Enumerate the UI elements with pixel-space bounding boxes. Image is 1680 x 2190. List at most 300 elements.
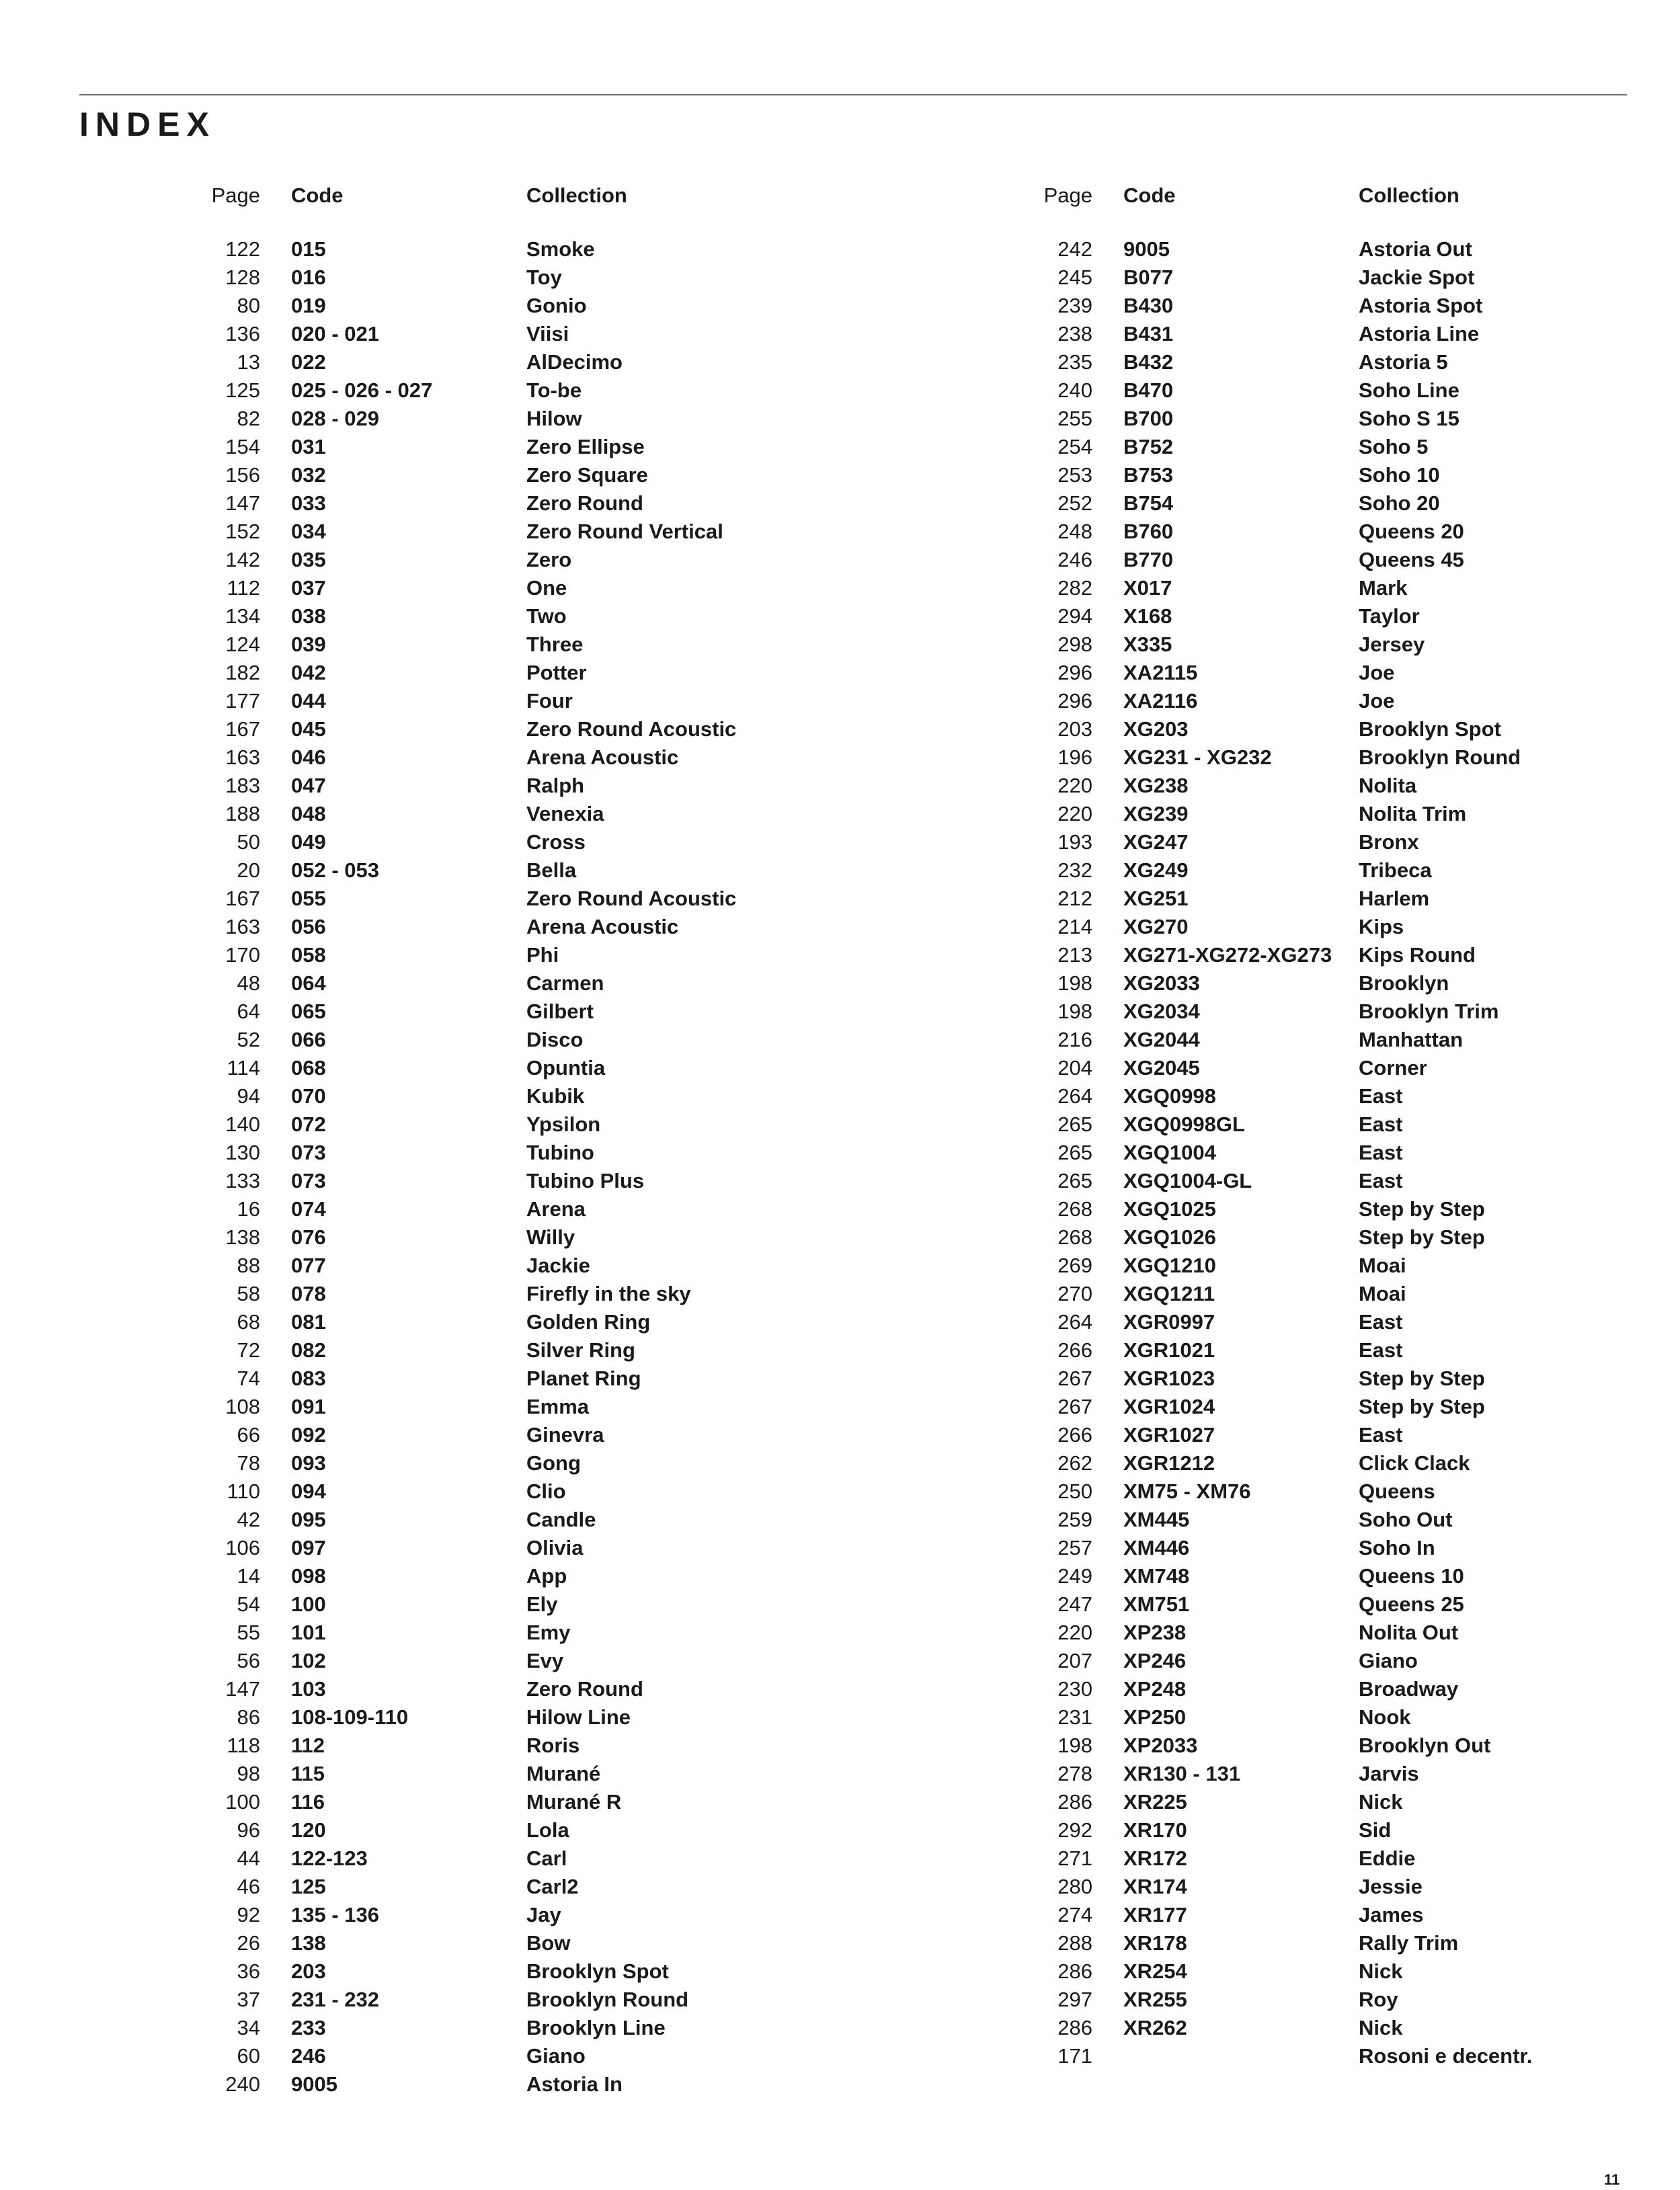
entry-collection: Gonio xyxy=(526,294,587,317)
entry-code: XM445 xyxy=(1123,1508,1190,1531)
table-row xyxy=(195,1308,800,1336)
entry-collection: Arena xyxy=(526,1197,586,1221)
entry-page: 68 xyxy=(237,1310,260,1334)
entry-page: 182 xyxy=(225,661,260,684)
entry-collection: Astoria In xyxy=(526,2072,623,2096)
entry-page: 78 xyxy=(237,1451,260,1475)
entry-collection: Arena Acoustic xyxy=(526,915,679,938)
entry-page: 60 xyxy=(237,2044,260,2068)
table-row xyxy=(1027,1506,1632,1534)
entry-code: 115 xyxy=(291,1762,325,1785)
entry-collection: Carmen xyxy=(526,971,604,995)
entry-collection: Ely xyxy=(526,1592,558,1616)
entry-collection: Soho Out xyxy=(1359,1508,1453,1531)
entry-code: XG270 xyxy=(1123,915,1189,938)
entry-page: 254 xyxy=(1057,435,1092,458)
entry-code: XG203 xyxy=(1123,717,1189,741)
entry-page: 282 xyxy=(1057,576,1092,600)
entry-collection: Gong xyxy=(526,1451,581,1475)
entry-collection: Ypsilon xyxy=(526,1112,601,1136)
table-row xyxy=(195,913,800,941)
entry-code: B470 xyxy=(1123,378,1174,402)
table-row xyxy=(1027,1873,1632,1901)
entry-collection: Nolita xyxy=(1359,774,1417,797)
table-row xyxy=(195,320,800,348)
table-row xyxy=(195,405,800,433)
entry-page: 294 xyxy=(1057,604,1092,628)
table-row xyxy=(1027,1732,1632,1760)
table-row xyxy=(195,1477,800,1506)
table-row xyxy=(195,2042,800,2070)
table-row xyxy=(195,1082,800,1110)
entry-collection: Step by Step xyxy=(1359,1395,1485,1418)
entry-collection: Eddie xyxy=(1359,1847,1416,1870)
header-collection: Collection xyxy=(526,184,627,207)
entry-page: 265 xyxy=(1057,1141,1092,1164)
table-row xyxy=(1027,2042,1632,2070)
entry-code: 103 xyxy=(291,1677,326,1701)
table-row xyxy=(1027,1619,1632,1647)
table-row xyxy=(1027,1647,1632,1675)
entry-collection: Murané xyxy=(526,1762,601,1785)
table-row xyxy=(1027,546,1632,574)
entry-code: 082 xyxy=(291,1338,326,1362)
entry-code: XGR1024 xyxy=(1123,1395,1215,1418)
table-row xyxy=(1027,518,1632,546)
entry-collection: Planet Ring xyxy=(526,1367,641,1390)
entry-page: 252 xyxy=(1057,491,1092,515)
entry-page: 42 xyxy=(237,1508,260,1531)
entry-collection: Astoria Out xyxy=(1359,237,1472,261)
table-row xyxy=(195,1562,800,1590)
entry-page: 292 xyxy=(1057,1818,1092,1842)
entry-collection: Jackie Spot xyxy=(1359,266,1475,289)
entry-page: 108 xyxy=(225,1395,260,1418)
entry-page: 118 xyxy=(227,1734,260,1757)
table-row xyxy=(1027,1280,1632,1308)
entry-collection: Click Clack xyxy=(1359,1451,1470,1475)
entry-page: 177 xyxy=(225,689,260,713)
entry-collection: Ralph xyxy=(526,774,585,797)
table-row xyxy=(195,828,800,856)
entry-page: 86 xyxy=(237,1705,260,1729)
entry-page: 98 xyxy=(237,1762,260,1785)
table-row xyxy=(1027,461,1632,489)
entry-collection: Taylor xyxy=(1359,604,1420,628)
entry-code: 038 xyxy=(291,604,326,628)
entry-code: 231 - 232 xyxy=(291,1988,379,2011)
entry-code: 065 xyxy=(291,1000,326,1023)
table-row xyxy=(1027,263,1632,292)
entry-page: 55 xyxy=(237,1621,260,1644)
entry-collection: Astoria Spot xyxy=(1359,294,1483,317)
entry-page: 147 xyxy=(225,491,260,515)
entry-code: XG271-XG272-XG273 xyxy=(1123,943,1332,967)
entry-code: XR177 xyxy=(1123,1903,1187,1927)
table-row xyxy=(195,715,800,743)
header-page: Page xyxy=(211,184,260,207)
table-row xyxy=(195,1675,800,1703)
entry-code: 122-123 xyxy=(291,1847,368,1870)
entry-page: 14 xyxy=(237,1564,260,1588)
entry-page: 48 xyxy=(237,971,260,995)
entry-code: XGQ0998 xyxy=(1123,1084,1216,1108)
entry-code: B431 xyxy=(1123,322,1174,346)
entry-page: 220 xyxy=(1057,1621,1092,1644)
entry-page: 16 xyxy=(237,1197,260,1221)
table-row xyxy=(1027,405,1632,433)
entry-code: 125 xyxy=(291,1875,326,1898)
entry-page: 92 xyxy=(237,1903,260,1927)
entry-page: 240 xyxy=(225,2072,260,2096)
entry-page: 248 xyxy=(1057,520,1092,543)
entry-collection: Golden Ring xyxy=(526,1310,651,1334)
entry-collection: Two xyxy=(526,604,567,628)
entry-code: 058 xyxy=(291,943,326,967)
entry-page: 297 xyxy=(1057,1988,1092,2011)
table-row xyxy=(1027,1703,1632,1732)
entry-page: 230 xyxy=(1057,1677,1092,1701)
entry-collection: Jarvis xyxy=(1359,1762,1419,1785)
entry-code: XP250 xyxy=(1123,1705,1187,1729)
entry-code: 022 xyxy=(291,350,326,374)
entry-collection: Step by Step xyxy=(1359,1225,1485,1249)
entry-code: 094 xyxy=(291,1479,326,1503)
table-row xyxy=(195,574,800,602)
entry-page: 220 xyxy=(1057,802,1092,825)
entry-code: XA2116 xyxy=(1123,689,1198,713)
entry-page: 54 xyxy=(237,1592,260,1616)
entry-code: B077 xyxy=(1123,266,1174,289)
entry-collection: Four xyxy=(526,689,573,713)
table-row xyxy=(1027,941,1632,969)
entry-page: 72 xyxy=(237,1338,260,1362)
entry-page: 207 xyxy=(1057,1649,1092,1672)
entry-collection: Astoria 5 xyxy=(1359,350,1448,374)
table-row xyxy=(195,376,800,405)
entry-collection: Zero xyxy=(526,548,572,571)
entry-collection: One xyxy=(526,576,567,600)
entry-collection: East xyxy=(1359,1338,1403,1362)
entry-collection: Tribeca xyxy=(1359,858,1432,882)
entry-page: 286 xyxy=(1057,2016,1092,2039)
entry-code: 074 xyxy=(291,1197,326,1221)
entry-collection: Soho S 15 xyxy=(1359,407,1459,430)
table-row xyxy=(1027,1675,1632,1703)
entry-page: 220 xyxy=(1057,774,1092,797)
table-row xyxy=(1027,913,1632,941)
table-row xyxy=(195,292,800,320)
entry-page: 82 xyxy=(237,407,260,430)
entry-code: X335 xyxy=(1123,633,1172,656)
entry-collection: Corner xyxy=(1359,1056,1427,1080)
entry-collection: Emma xyxy=(526,1395,590,1418)
entry-code: 039 xyxy=(291,633,326,656)
table-row xyxy=(195,969,800,998)
entry-code: XR174 xyxy=(1123,1875,1187,1898)
entry-collection: Zero Round Acoustic xyxy=(526,887,737,910)
table-row xyxy=(1027,574,1632,602)
entry-page: 152 xyxy=(225,520,260,543)
entry-collection: Harlem xyxy=(1359,887,1430,910)
table-row xyxy=(1027,743,1632,772)
table-row xyxy=(1027,320,1632,348)
entry-code: XG238 xyxy=(1123,774,1189,797)
entry-code: 070 xyxy=(291,1084,326,1108)
entry-code: 081 xyxy=(291,1310,326,1334)
table-row xyxy=(1027,1308,1632,1336)
entry-page: 58 xyxy=(237,1282,260,1305)
entry-collection: Tubino Plus xyxy=(526,1169,645,1192)
table-row xyxy=(195,602,800,631)
entry-collection: Phi xyxy=(526,943,559,967)
entry-collection: Joe xyxy=(1359,689,1395,713)
entry-collection: Step by Step xyxy=(1359,1367,1485,1390)
entry-collection: Hilow xyxy=(526,407,582,430)
entry-page: 235 xyxy=(1057,350,1092,374)
entry-code: 031 xyxy=(291,435,326,458)
table-row xyxy=(1027,687,1632,715)
entry-code: XG239 xyxy=(1123,802,1189,825)
entry-collection: Brooklyn xyxy=(1359,971,1449,995)
entry-collection: Roris xyxy=(526,1734,580,1757)
entry-page: 265 xyxy=(1057,1112,1092,1136)
table-row xyxy=(195,1280,800,1308)
entry-collection: Carl2 xyxy=(526,1875,579,1898)
entry-collection: Smoke xyxy=(526,237,595,261)
entry-page: 20 xyxy=(237,858,260,882)
entry-code: XP238 xyxy=(1123,1621,1187,1644)
table-row xyxy=(195,2014,800,2042)
entry-page: 269 xyxy=(1057,1254,1092,1277)
table-row xyxy=(195,1421,800,1449)
entry-code: XG2045 xyxy=(1123,1056,1200,1080)
entry-page: 94 xyxy=(237,1084,260,1108)
entry-collection: Bella xyxy=(526,858,577,882)
entry-collection: Giano xyxy=(526,2044,586,2068)
entry-collection: AlDecimo xyxy=(526,350,623,374)
table-row xyxy=(195,1816,800,1844)
entry-code: XGQ1004 xyxy=(1123,1141,1216,1164)
table-row xyxy=(1027,1195,1632,1223)
entry-page: 268 xyxy=(1057,1197,1092,1221)
entry-page: 163 xyxy=(225,745,260,769)
table-row xyxy=(1027,800,1632,828)
entry-page: 122 xyxy=(225,237,260,261)
entry-page: 253 xyxy=(1057,463,1092,487)
header-code: Code xyxy=(291,184,344,207)
entry-page: 264 xyxy=(1057,1310,1092,1334)
entry-code: XG2034 xyxy=(1123,1000,1200,1023)
entry-page: 249 xyxy=(1057,1564,1092,1588)
table-row xyxy=(1027,1788,1632,1816)
entry-collection: Clio xyxy=(526,1479,566,1503)
table-row xyxy=(195,1139,800,1167)
entry-collection: Jessie xyxy=(1359,1875,1423,1898)
table-row xyxy=(1027,998,1632,1026)
entry-collection: Olivia xyxy=(526,1536,584,1559)
entry-collection: Toy xyxy=(526,266,562,289)
entry-page: 171 xyxy=(1057,2044,1092,2068)
entry-code: 046 xyxy=(291,745,326,769)
entry-code: XGR1027 xyxy=(1123,1423,1215,1447)
entry-code: 055 xyxy=(291,887,326,910)
entry-code: XGQ1026 xyxy=(1123,1225,1216,1249)
entry-collection: Willy xyxy=(526,1225,575,1249)
entry-page: 267 xyxy=(1057,1367,1092,1390)
entry-page: 296 xyxy=(1057,661,1092,684)
table-row xyxy=(1027,659,1632,687)
header-code: Code xyxy=(1123,184,1176,207)
entry-page: 264 xyxy=(1057,1084,1092,1108)
entry-page: 259 xyxy=(1057,1508,1092,1531)
entry-collection: Soho 10 xyxy=(1359,463,1440,487)
entry-page: 271 xyxy=(1057,1847,1092,1870)
table-row xyxy=(195,1957,800,1986)
entry-code: XM75 - XM76 xyxy=(1123,1479,1251,1503)
top-divider xyxy=(79,94,1627,95)
entry-code: XR170 xyxy=(1123,1818,1187,1842)
entry-page: 110 xyxy=(227,1479,260,1503)
table-row xyxy=(195,1252,800,1280)
entry-page: 257 xyxy=(1057,1536,1092,1559)
entry-code: XGQ1210 xyxy=(1123,1254,1216,1277)
entry-collection: Lola xyxy=(526,1818,569,1842)
entry-code: 044 xyxy=(291,689,326,713)
entry-code: B430 xyxy=(1123,294,1174,317)
entry-code: B760 xyxy=(1123,520,1174,543)
entry-code: 092 xyxy=(291,1423,326,1447)
table-row xyxy=(1027,1844,1632,1873)
entry-collection: Mark xyxy=(1359,576,1408,600)
page-title: INDEX xyxy=(79,106,216,143)
entry-code: XGQ0998GL xyxy=(1123,1112,1245,1136)
entry-page: 278 xyxy=(1057,1762,1092,1785)
entry-code: B432 xyxy=(1123,350,1174,374)
entry-collection: Roy xyxy=(1359,1988,1398,2011)
entry-code: XG249 xyxy=(1123,858,1189,882)
entry-collection: Queens 20 xyxy=(1359,520,1464,543)
entry-code: XR262 xyxy=(1123,2016,1187,2039)
entry-code: 072 xyxy=(291,1112,326,1136)
table-row xyxy=(195,1901,800,1929)
entry-collection: Soho 5 xyxy=(1359,435,1429,458)
entry-code: 049 xyxy=(291,830,326,854)
entry-page: 13 xyxy=(237,350,260,374)
entry-page: 163 xyxy=(225,915,260,938)
entry-collection: Nolita Trim xyxy=(1359,802,1467,825)
entry-code: 033 xyxy=(291,491,326,515)
index-rows-right xyxy=(1027,235,1632,2070)
table-row xyxy=(1027,1365,1632,1393)
entry-code: 025 - 026 - 027 xyxy=(291,378,433,402)
header-page: Page xyxy=(1043,184,1092,207)
entry-page: 274 xyxy=(1057,1903,1092,1927)
table-row xyxy=(1027,1449,1632,1477)
table-row xyxy=(195,885,800,913)
entry-collection: Queens xyxy=(1359,1479,1435,1503)
entry-code: XP246 xyxy=(1123,1649,1187,1672)
entry-page: 213 xyxy=(1057,943,1092,967)
entry-page: 268 xyxy=(1057,1225,1092,1249)
entry-code: 056 xyxy=(291,915,326,938)
table-row xyxy=(1027,235,1632,263)
entry-code: 098 xyxy=(291,1564,326,1588)
table-row xyxy=(1027,631,1632,659)
entry-page: 231 xyxy=(1057,1705,1092,1729)
entry-page: 239 xyxy=(1057,294,1092,317)
entry-code: 9005 xyxy=(291,2072,337,2096)
entry-collection: Zero Round xyxy=(526,491,643,515)
entry-collection: Soho 20 xyxy=(1359,491,1440,515)
entry-page: 232 xyxy=(1057,858,1092,882)
entry-collection: Zero Round Acoustic xyxy=(526,717,737,741)
entry-code: 016 xyxy=(291,266,326,289)
table-row xyxy=(1027,715,1632,743)
entry-collection: Brooklyn Round xyxy=(1359,745,1521,769)
entry-collection: Emy xyxy=(526,1621,571,1644)
entry-collection: Arena Acoustic xyxy=(526,745,679,769)
entry-collection: App xyxy=(526,1564,567,1588)
entry-collection: Giano xyxy=(1359,1649,1418,1672)
table-row xyxy=(195,1929,800,1957)
entry-code: 066 xyxy=(291,1028,326,1051)
entry-page: 286 xyxy=(1057,1790,1092,1814)
table-row xyxy=(1027,1082,1632,1110)
entry-page: 288 xyxy=(1057,1931,1092,1955)
entry-code: 093 xyxy=(291,1451,326,1475)
entry-page: 198 xyxy=(1057,971,1092,995)
table-row xyxy=(1027,1393,1632,1421)
entry-code: 076 xyxy=(291,1225,326,1249)
table-row xyxy=(1027,2014,1632,2042)
entry-collection: Astoria Line xyxy=(1359,322,1480,346)
entry-collection: To-be xyxy=(526,378,582,402)
table-row xyxy=(195,1195,800,1223)
entry-collection: Ginevra xyxy=(526,1423,604,1447)
entry-page: 246 xyxy=(1057,548,1092,571)
table-row xyxy=(1027,1534,1632,1562)
entry-collection: Manhattan xyxy=(1359,1028,1463,1051)
table-row xyxy=(1027,772,1632,800)
entry-collection: Kips xyxy=(1359,915,1404,938)
entry-code: B700 xyxy=(1123,407,1174,430)
entry-code: 108-109-110 xyxy=(291,1705,409,1729)
entry-code: XR178 xyxy=(1123,1931,1187,1955)
entry-page: 247 xyxy=(1057,1592,1092,1616)
entry-page: 96 xyxy=(237,1818,260,1842)
entry-code: B754 xyxy=(1123,491,1174,515)
index-rows-left xyxy=(195,235,800,2099)
entry-page: 183 xyxy=(225,774,260,797)
table-row xyxy=(195,461,800,489)
entry-code: XG231 - XG232 xyxy=(1123,745,1272,769)
entry-collection: Murané R xyxy=(526,1790,622,1814)
table-row xyxy=(195,941,800,969)
entry-code: 032 xyxy=(291,463,326,487)
entry-code: 9005 xyxy=(1123,237,1170,261)
entry-page: 167 xyxy=(225,887,260,910)
table-row xyxy=(195,1732,800,1760)
table-row xyxy=(195,489,800,518)
entry-code: 064 xyxy=(291,971,326,995)
table-row xyxy=(1027,1816,1632,1844)
table-row xyxy=(195,1026,800,1054)
table-row xyxy=(195,348,800,376)
entry-collection: Moai xyxy=(1359,1254,1406,1277)
entry-code: 073 xyxy=(291,1169,326,1192)
entry-collection: Sid xyxy=(1359,1818,1392,1842)
